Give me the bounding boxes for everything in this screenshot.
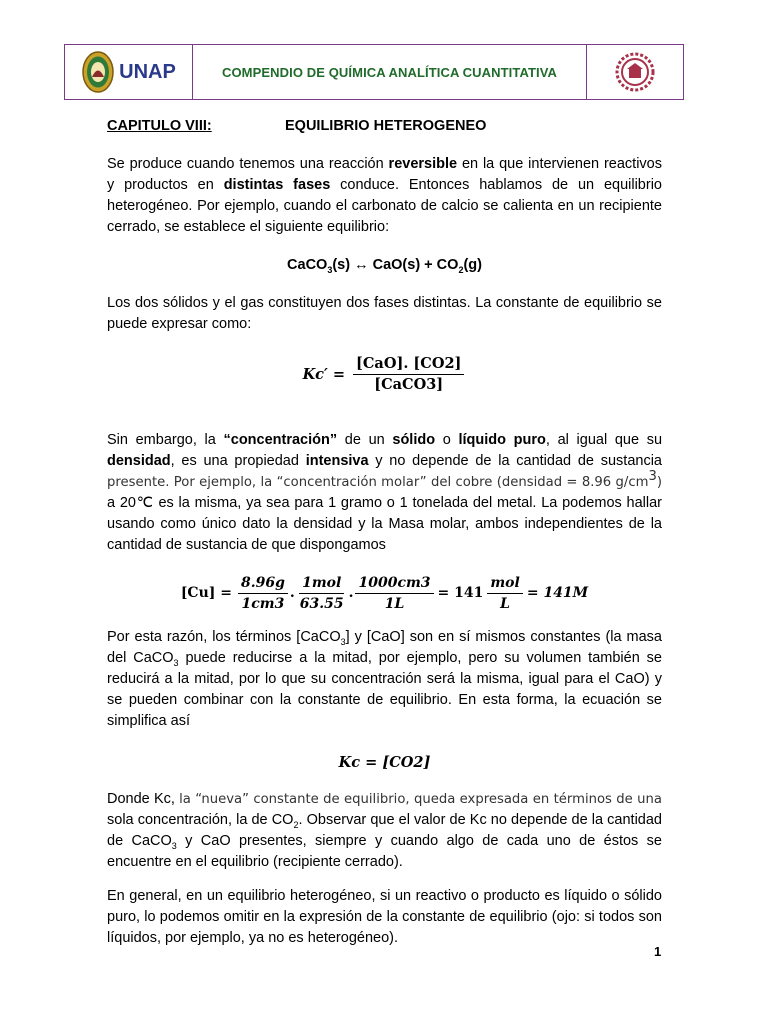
cu-fraction-density [238, 574, 288, 613]
header-seal-cell [587, 45, 683, 99]
text-run: , al igual que su [545, 432, 663, 448]
text-run: y no depende de la cantidad de sustancia [368, 453, 662, 469]
paragraph-intro [107, 154, 662, 238]
page-header [64, 44, 684, 100]
kc-formula [107, 752, 662, 773]
eq-sub: 3 [327, 264, 333, 275]
text-run: o [435, 432, 459, 448]
subscript: 2 [293, 819, 299, 830]
text-run: en la que intervienen reactivos y productos en [107, 156, 662, 193]
unap-crest-icon [81, 50, 115, 94]
cu-eq2: = 141M [526, 585, 589, 601]
kc-prime-numerator: [CaO]. [CO2] [353, 355, 464, 375]
text-run: a 20℃ es la misma, ya sea para 1 gramo o 1 tonelada del metal. La podemos hallar usando como único dato la densidad y la Masa molar, ambos independientes de la cantidad de sustancia de que dispongamos [107, 495, 662, 553]
bold-run: sólido [392, 432, 436, 448]
faculty-seal-icon [615, 52, 655, 92]
subscript: 3 [340, 636, 346, 647]
bold-run: intensiva [305, 453, 369, 469]
copper-concentration-formula [107, 574, 662, 613]
cu-f3-den: 1L [384, 596, 405, 612]
bold-run: reversible [388, 156, 458, 172]
cu-f2-num: 1mol [299, 574, 344, 594]
cu-f4-den: L [500, 596, 511, 612]
text-run: Se produce cuando tenemos una reacción [107, 156, 389, 172]
chapter-heading [107, 116, 662, 137]
text-run: puede reducirse a la mitad, por ejemplo, pero su volumen también se reducirá a la mitad, por lo que su concentración será la misma, igual para el CaO) y se pueden combinar con la constante de equilibrio. En esta forma, la ecuación se simplifica así [107, 650, 662, 729]
bold-run: líquido puro [458, 432, 546, 448]
kc-expression: Kc = [CO2] [338, 754, 431, 771]
text-run: de un [337, 432, 393, 448]
kc-prime-formula [107, 355, 662, 394]
light-run: la “nueva” constante de equilibrio, queda expresada en términos de una [179, 792, 662, 807]
header-title: COMPENDIO DE QUÍMICA ANALÍTICA CUANTITATIVA [221, 64, 558, 80]
light-run: ) [656, 475, 662, 490]
text-run: conduce. Entonces hablamos de un equilibrio heterogéneo. Por ejemplo, cuando el carbonato de calcio se calienta en un recipiente cerrado, se establece el siguiente equilibrio: [107, 177, 662, 235]
bold-run: “concentración” [223, 432, 338, 448]
chapter-title: EQUILIBRIO HETEROGENEO [285, 118, 487, 134]
text-run: y CaO presentes, siempre y cuando algo de cada uno de éstos se encuentre en el equilibrio (recipiente cerrado). [107, 833, 662, 870]
cu-dot: . [289, 585, 295, 601]
cu-f1-num: 8.96g [238, 574, 288, 594]
cu-fraction-volume [355, 574, 433, 613]
paragraph-new-constant [107, 789, 662, 873]
paragraph-constant-terms [107, 627, 662, 732]
subscript: 3 [171, 840, 177, 851]
cu-eq1: = 141 [437, 585, 484, 601]
reaction-equation [107, 255, 662, 276]
cu-dot: . [348, 585, 354, 601]
paragraph-general-rule: En general, en un equilibrio heterogéneo, si un reactivo o producto es líquido o sólido puro, lo podemos omitir en la expresión de la constante de equilibrio (ojo: si todos son líquidos, por ejemplo, ya no es heterogéneo). [107, 888, 662, 946]
eq-sub: 2 [458, 264, 464, 275]
kc-prime-denominator: [CaCO3] [374, 376, 444, 393]
cu-fraction-molar [297, 574, 347, 613]
light-sup: 3 [648, 469, 657, 485]
text-run: Sin embargo, la [107, 432, 224, 448]
kc-prime-lhs: Kc′ = [302, 366, 346, 383]
cu-f2-den: 63.55 [299, 596, 344, 612]
eq-part: (g) [463, 257, 482, 273]
text-run: sola concentración, la de CO [107, 812, 294, 828]
eq-part: (s) ↔ CaO(s) + CO [332, 257, 459, 273]
chapter-label: CAPITULO VIII [107, 118, 207, 134]
cu-f3-num: 1000cm3 [355, 574, 433, 594]
bold-run: densidad [107, 453, 171, 469]
text-run: , es una propiedad [170, 453, 306, 469]
cu-lhs: [Cu] = [180, 585, 232, 601]
header-title-cell [193, 45, 587, 99]
text-run: . Observar que el valor de Kc no depende de la cantidad de CaCO [107, 812, 662, 849]
text-run: Por esta razón, los términos [CaCO [107, 629, 341, 645]
text-run: ] y [CaO] son en sí mismos constantes (la masa del CaCO [107, 629, 662, 666]
paragraph-two-phases: Los dos sólidos y el gas constituyen dos fases distintas. La constante de equilibrio se puede expresar como: [107, 295, 662, 332]
brand-name: UNAP [119, 60, 176, 83]
cu-f4-num: mol [487, 574, 522, 594]
document-body [107, 116, 662, 962]
kc-prime-fraction [353, 355, 464, 394]
chapter-label-wrap [107, 116, 285, 137]
cu-f1-den: 1cm3 [241, 596, 285, 612]
header-logo-cell [65, 45, 193, 99]
eq-part: CaCO [287, 257, 328, 273]
page-number: 1 [654, 944, 662, 959]
light-run: presente. Por ejemplo, la “concentración molar” del cobre (densidad = 8.96 g/cm [107, 475, 649, 490]
cu-fraction-unit [487, 574, 522, 613]
paragraph-concentration [107, 430, 662, 556]
subscript: 3 [173, 657, 179, 668]
chapter-colon: : [206, 118, 212, 134]
bold-run: distintas fases [223, 177, 331, 193]
text-run: Donde Kc, [107, 791, 180, 807]
